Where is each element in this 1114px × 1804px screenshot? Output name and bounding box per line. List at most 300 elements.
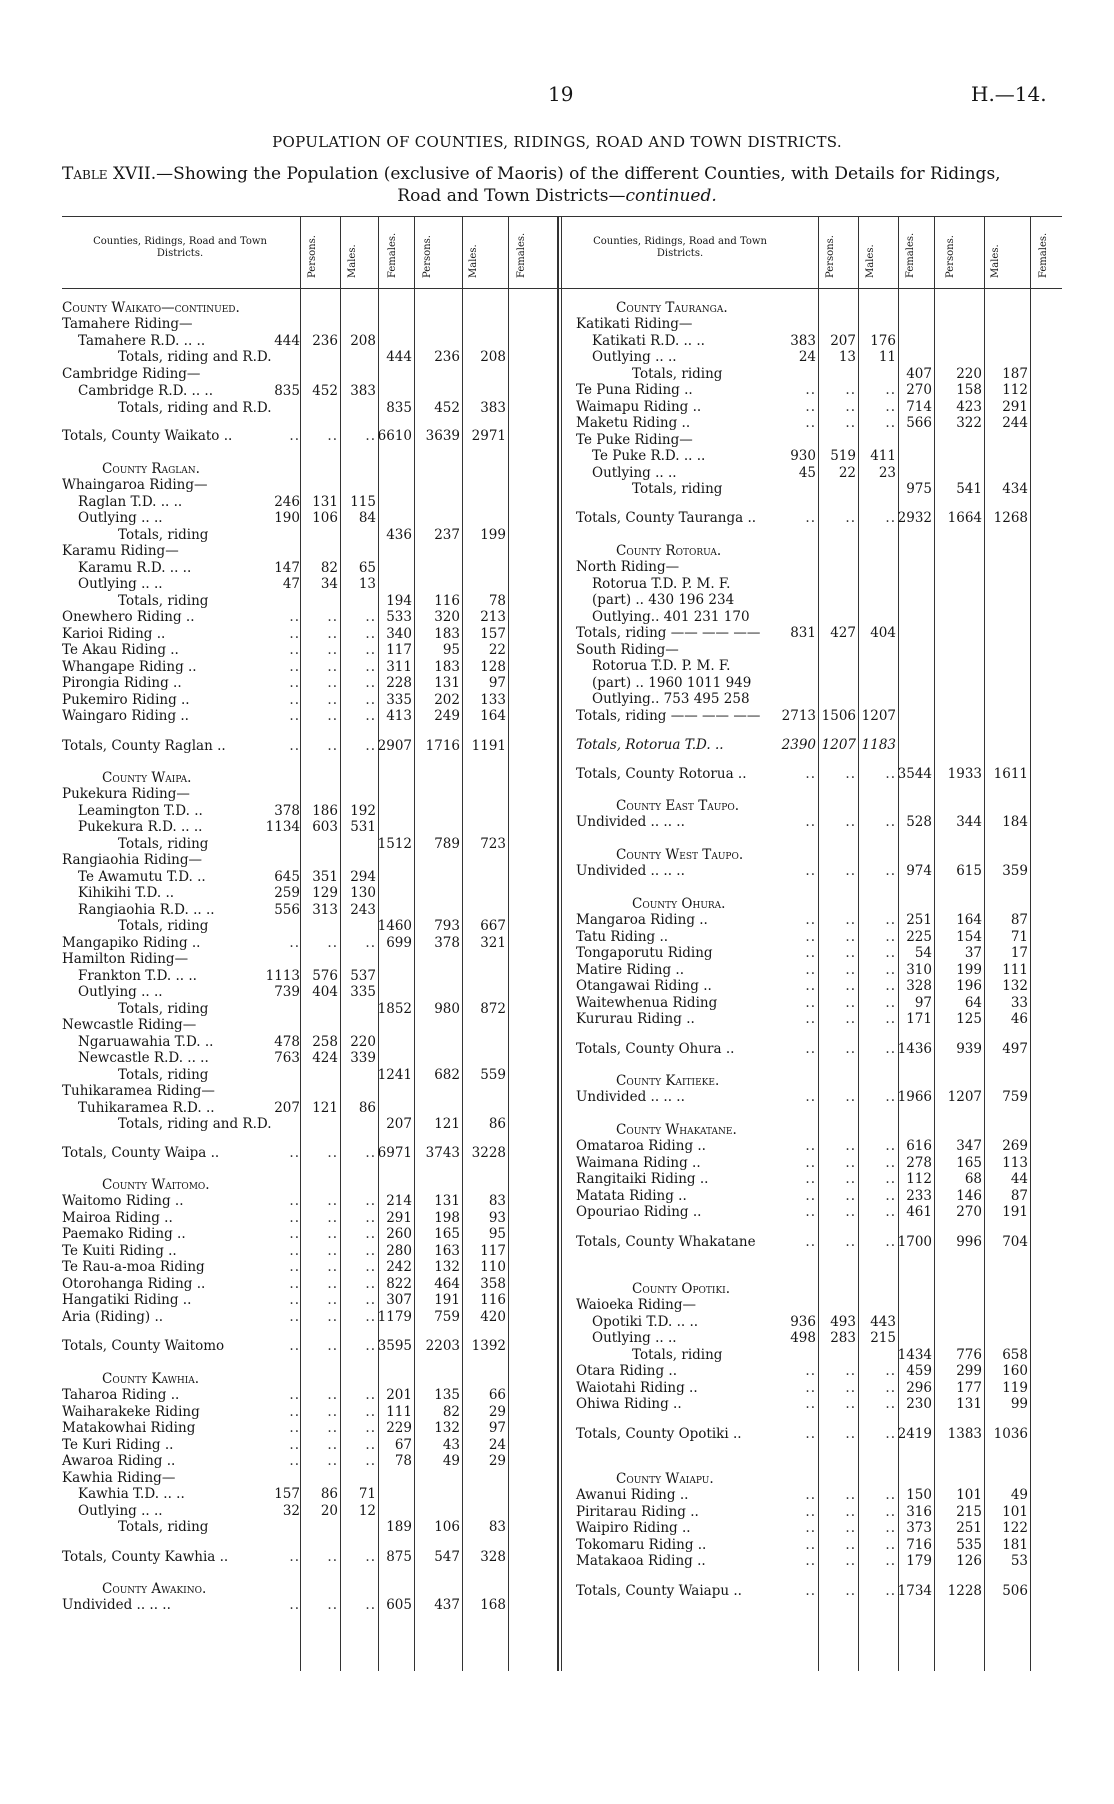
table-row bbox=[62, 477, 552, 493]
cell-f: 93 bbox=[488, 1210, 506, 1226]
cell-e: 135 bbox=[434, 1387, 460, 1403]
cell-a: .. bbox=[805, 1553, 816, 1569]
cell-c: .. bbox=[885, 1234, 896, 1250]
cell-b: 424 bbox=[312, 1050, 338, 1066]
cell-d: 3544 bbox=[897, 766, 932, 782]
cell-c: .. bbox=[885, 978, 896, 994]
cell-a: .. bbox=[805, 929, 816, 945]
row-label: Waimana Riding .. bbox=[576, 1155, 701, 1171]
table-row bbox=[576, 1583, 1066, 1599]
row-label: Mairoa Riding .. bbox=[62, 1210, 173, 1226]
row-label: Waipiro Riding .. bbox=[576, 1520, 691, 1536]
row-label: Paemako Riding .. bbox=[62, 1226, 186, 1242]
cell-f: 208 bbox=[480, 349, 506, 365]
cell-b: .. bbox=[845, 1426, 856, 1442]
cell-b: 283 bbox=[830, 1330, 856, 1346]
cell-a: 1113 bbox=[265, 968, 300, 984]
cell-d: 975 bbox=[906, 481, 932, 497]
cell-f: 17 bbox=[1010, 945, 1028, 961]
cell-e: 131 bbox=[956, 1396, 982, 1412]
cell-d: 214 bbox=[386, 1193, 412, 1209]
cell-c: 531 bbox=[350, 819, 376, 835]
row-label: Totals, riding bbox=[632, 366, 723, 382]
cell-f: 132 bbox=[1002, 978, 1028, 994]
cell-f: 46 bbox=[1010, 1011, 1028, 1027]
table-row bbox=[576, 1171, 1066, 1187]
cell-c: .. bbox=[885, 863, 896, 879]
cell-e: 237 bbox=[434, 527, 460, 543]
cell-b: .. bbox=[327, 1404, 338, 1420]
cell-f: 87 bbox=[1010, 912, 1028, 928]
table-row bbox=[576, 481, 1066, 497]
table-row bbox=[62, 1083, 552, 1099]
row-label: Otara Riding .. bbox=[576, 1363, 677, 1379]
header-label-right: Counties, Ridings, Road and Town Districts. bbox=[593, 236, 767, 259]
cell-e: 191 bbox=[434, 1292, 460, 1308]
row-label: Totals, riding bbox=[118, 836, 209, 852]
cell-f: 328 bbox=[480, 1549, 506, 1565]
cell-d: 310 bbox=[906, 962, 932, 978]
table-row bbox=[576, 1504, 1066, 1520]
cell-a: 739 bbox=[274, 984, 300, 1000]
cell-b: .. bbox=[845, 1537, 856, 1553]
cell-a: 157 bbox=[274, 1486, 300, 1502]
row-label: Totals, County Waipa .. bbox=[62, 1145, 220, 1161]
cell-a: .. bbox=[289, 428, 300, 444]
table-row bbox=[62, 333, 552, 349]
cell-d: 1434 bbox=[897, 1347, 932, 1363]
row-label: Totals, riding bbox=[632, 1347, 723, 1363]
cell-b: .. bbox=[845, 399, 856, 415]
row-label: Kawhia T.D. .. .. bbox=[78, 1486, 185, 1502]
cell-c: .. bbox=[885, 766, 896, 782]
table-row bbox=[62, 316, 552, 332]
cell-d: 251 bbox=[906, 912, 932, 928]
table-row bbox=[576, 543, 1066, 559]
cell-a: .. bbox=[805, 945, 816, 961]
cell-e: 126 bbox=[956, 1553, 982, 1569]
cell-e: 177 bbox=[956, 1380, 982, 1396]
table-row bbox=[62, 984, 552, 1000]
cell-e: 615 bbox=[956, 863, 982, 879]
table-row bbox=[62, 918, 552, 934]
cell-a: .. bbox=[289, 626, 300, 642]
cell-d: 54 bbox=[914, 945, 932, 961]
cell-d: 225 bbox=[906, 929, 932, 945]
cell-c: .. bbox=[885, 1041, 896, 1057]
cell-b: .. bbox=[327, 428, 338, 444]
cell-a: .. bbox=[289, 1338, 300, 1354]
cell-f: 667 bbox=[480, 918, 506, 934]
cell-d: 974 bbox=[906, 863, 932, 879]
cell-c: 12 bbox=[358, 1503, 376, 1519]
cell-c: .. bbox=[365, 1453, 376, 1469]
row-label: Tamahere R.D. .. .. bbox=[78, 333, 206, 349]
row-label: Tatu Riding .. bbox=[576, 929, 669, 945]
table-row bbox=[62, 1486, 552, 1502]
cell-a: .. bbox=[289, 1210, 300, 1226]
cell-c: .. bbox=[365, 1193, 376, 1209]
cell-b: .. bbox=[327, 642, 338, 658]
cell-b: .. bbox=[845, 1553, 856, 1569]
cell-a: .. bbox=[805, 1487, 816, 1503]
cell-c: .. bbox=[885, 510, 896, 526]
cell-e: 793 bbox=[434, 918, 460, 934]
page-title: POPULATION OF COUNTIES, RIDINGS, ROAD AND TOWN DISTRICTS. bbox=[272, 133, 842, 151]
cell-a: 383 bbox=[790, 333, 816, 349]
table-row bbox=[62, 383, 552, 399]
table-row bbox=[576, 300, 1066, 316]
table-row bbox=[62, 366, 552, 382]
hdr-right-females-2: Females. bbox=[1038, 232, 1049, 278]
cell-b: .. bbox=[327, 1387, 338, 1403]
cell-a: .. bbox=[289, 1243, 300, 1259]
cell-b: 519 bbox=[830, 448, 856, 464]
cell-a: .. bbox=[805, 399, 816, 415]
row-label: County Kaitieke. bbox=[616, 1073, 720, 1089]
row-label: Totals, County Whakatane bbox=[576, 1234, 756, 1250]
cell-d: 1734 bbox=[897, 1583, 932, 1599]
cell-b: .. bbox=[327, 1338, 338, 1354]
table-row bbox=[576, 1089, 1066, 1105]
right-table-body bbox=[576, 300, 1066, 1630]
cell-e: 163 bbox=[434, 1243, 460, 1259]
cell-e: 759 bbox=[434, 1309, 460, 1325]
table-row bbox=[62, 1067, 552, 1083]
hdr-left-males-2: Males. bbox=[468, 244, 479, 278]
cell-d: 78 bbox=[394, 1453, 412, 1469]
cell-c: .. bbox=[365, 626, 376, 642]
row-label: Totals, riding bbox=[118, 1001, 209, 1017]
cell-d: 242 bbox=[386, 1259, 412, 1275]
table-row bbox=[62, 593, 552, 609]
cell-e: 82 bbox=[442, 1404, 460, 1420]
row-label: Te Kuri Riding .. bbox=[62, 1437, 174, 1453]
cell-d: 189 bbox=[386, 1519, 412, 1535]
cell-b: .. bbox=[327, 935, 338, 951]
cell-e: 158 bbox=[956, 382, 982, 398]
row-label: Pukemiro Riding .. bbox=[62, 692, 190, 708]
cell-a: .. bbox=[289, 1193, 300, 1209]
cell-a: 246 bbox=[274, 494, 300, 510]
row-label: Otangawai Riding .. bbox=[576, 978, 712, 994]
cell-d: 714 bbox=[906, 399, 932, 415]
row-label: County Waipa. bbox=[102, 770, 192, 786]
cell-f: 658 bbox=[1002, 1347, 1028, 1363]
cell-f: 44 bbox=[1010, 1171, 1028, 1187]
cell-f: 321 bbox=[480, 935, 506, 951]
cell-e: 320 bbox=[434, 609, 460, 625]
cell-b: .. bbox=[327, 1549, 338, 1565]
cell-c: .. bbox=[885, 1487, 896, 1503]
row-label: Totals, Rotorua T.D. .. bbox=[576, 737, 724, 753]
cell-d: 228 bbox=[386, 675, 412, 691]
cell-e: 196 bbox=[956, 978, 982, 994]
table-row bbox=[62, 1338, 552, 1354]
table-row bbox=[62, 1034, 552, 1050]
cell-b: .. bbox=[327, 692, 338, 708]
cell-b: .. bbox=[327, 1437, 338, 1453]
cell-b: .. bbox=[845, 945, 856, 961]
row-label: Waioeka Riding— bbox=[576, 1297, 696, 1313]
row-label: Outlying.. 753 495 258 bbox=[592, 691, 750, 707]
cell-c: .. bbox=[885, 1138, 896, 1154]
cell-f: 157 bbox=[480, 626, 506, 642]
cell-d: 444 bbox=[386, 349, 412, 365]
cell-c: .. bbox=[365, 1338, 376, 1354]
row-label: Outlying .. .. bbox=[78, 984, 163, 1000]
table-row bbox=[62, 1145, 552, 1161]
cell-c: .. bbox=[885, 1171, 896, 1187]
cell-f: 359 bbox=[1002, 863, 1028, 879]
cell-c: 65 bbox=[358, 560, 376, 576]
table-row bbox=[576, 448, 1066, 464]
cell-d: 605 bbox=[386, 1597, 412, 1613]
table-row bbox=[62, 1259, 552, 1275]
cell-d: 150 bbox=[906, 1487, 932, 1503]
cell-d: 1700 bbox=[897, 1234, 932, 1250]
row-label: County Whakatane. bbox=[616, 1122, 737, 1138]
cell-a: .. bbox=[289, 642, 300, 658]
cell-e: 344 bbox=[956, 814, 982, 830]
cell-e: 3743 bbox=[425, 1145, 460, 1161]
cell-a: .. bbox=[805, 1138, 816, 1154]
cell-a: .. bbox=[805, 1204, 816, 1220]
cell-c: .. bbox=[885, 1396, 896, 1412]
row-label: Totals, County Waikato .. bbox=[62, 428, 233, 444]
cell-c: 11 bbox=[878, 349, 896, 365]
cell-c: 13 bbox=[358, 576, 376, 592]
cell-a: .. bbox=[289, 609, 300, 625]
table-row bbox=[62, 1243, 552, 1259]
cell-c: .. bbox=[885, 1204, 896, 1220]
center-double-rule bbox=[557, 216, 559, 1671]
cell-e: 165 bbox=[956, 1155, 982, 1171]
cell-e: 2203 bbox=[425, 1338, 460, 1354]
cell-c: 192 bbox=[350, 803, 376, 819]
caption-line-1: —Showing the Population (exclusive of Maoris) of the different Counties, with Details for Ridings, bbox=[156, 164, 1001, 184]
cell-b: .. bbox=[845, 1234, 856, 1250]
row-label: County Awakino. bbox=[102, 1581, 207, 1597]
cell-f: 1611 bbox=[993, 766, 1028, 782]
table-row bbox=[576, 863, 1066, 879]
cell-a: .. bbox=[289, 675, 300, 691]
cell-c: 115 bbox=[350, 494, 376, 510]
table-row bbox=[576, 1520, 1066, 1536]
cell-a: 207 bbox=[274, 1100, 300, 1116]
table-row bbox=[62, 1549, 552, 1565]
cell-e: 776 bbox=[956, 1347, 982, 1363]
cell-b: 236 bbox=[312, 333, 338, 349]
cell-b: .. bbox=[845, 1171, 856, 1187]
cell-a: 930 bbox=[790, 448, 816, 464]
cell-f: 53 bbox=[1010, 1553, 1028, 1569]
row-label: Totals, riding bbox=[118, 593, 209, 609]
cell-d: 194 bbox=[386, 593, 412, 609]
row-label: Undivided .. .. .. bbox=[576, 814, 685, 830]
table-caption bbox=[62, 164, 1001, 184]
table-row bbox=[62, 1404, 552, 1420]
table-row bbox=[576, 316, 1066, 332]
cell-b: 427 bbox=[830, 625, 856, 641]
hdr-left-males-1: Males. bbox=[347, 244, 358, 278]
cell-d: 1966 bbox=[897, 1089, 932, 1105]
cell-e: 68 bbox=[964, 1171, 982, 1187]
cell-c: 383 bbox=[350, 383, 376, 399]
cell-b: .. bbox=[845, 1583, 856, 1599]
table-row bbox=[62, 770, 552, 786]
table-row bbox=[62, 836, 552, 852]
table-row bbox=[62, 1276, 552, 1292]
cell-a: 47 bbox=[282, 576, 300, 592]
cell-a: .. bbox=[289, 1437, 300, 1453]
cell-a: .. bbox=[289, 1387, 300, 1403]
cell-e: 535 bbox=[956, 1537, 982, 1553]
row-label: Taharoa Riding .. bbox=[62, 1387, 180, 1403]
cell-e: 980 bbox=[434, 1001, 460, 1017]
table-row bbox=[576, 1073, 1066, 1089]
row-label: Pukekura R.D. .. .. bbox=[78, 819, 203, 835]
table-row bbox=[576, 658, 1066, 674]
cell-f: 191 bbox=[1002, 1204, 1028, 1220]
row-label: Undivided .. .. .. bbox=[576, 1089, 685, 1105]
table-row bbox=[62, 738, 552, 754]
cell-f: 497 bbox=[1002, 1041, 1028, 1057]
cell-d: 413 bbox=[386, 708, 412, 724]
cell-c: .. bbox=[885, 995, 896, 1011]
cell-e: 452 bbox=[434, 400, 460, 416]
row-label: County East Taupo. bbox=[616, 798, 740, 814]
table-row bbox=[62, 1371, 552, 1387]
cell-c: .. bbox=[365, 1276, 376, 1292]
table-row bbox=[576, 1396, 1066, 1412]
cell-a: .. bbox=[805, 382, 816, 398]
cell-d: 230 bbox=[906, 1396, 932, 1412]
table-row bbox=[62, 461, 552, 477]
cell-f: 291 bbox=[1002, 399, 1028, 415]
row-label: Totals, riding —— —— —— bbox=[576, 625, 761, 641]
cell-c: 335 bbox=[350, 984, 376, 1000]
cell-a: .. bbox=[805, 863, 816, 879]
row-label: Te Akau Riding .. bbox=[62, 642, 179, 658]
table-row bbox=[576, 691, 1066, 707]
cell-b: .. bbox=[327, 1259, 338, 1275]
cell-c: .. bbox=[885, 399, 896, 415]
table-row bbox=[576, 962, 1066, 978]
row-label: Rotorua T.D. P. M. F. bbox=[592, 658, 731, 674]
cell-b: 1207 bbox=[821, 737, 856, 753]
table-row bbox=[576, 592, 1066, 608]
cell-d: 296 bbox=[906, 1380, 932, 1396]
cell-a: 835 bbox=[274, 383, 300, 399]
cell-c: .. bbox=[365, 642, 376, 658]
row-label: County West Taupo. bbox=[616, 847, 744, 863]
row-label: Tokomaru Riding .. bbox=[576, 1537, 707, 1553]
row-label: Raglan T.D. .. .. bbox=[78, 494, 183, 510]
cell-a: .. bbox=[289, 1226, 300, 1242]
cell-f: 168 bbox=[480, 1597, 506, 1613]
cell-e: 202 bbox=[434, 692, 460, 708]
cell-d: 111 bbox=[386, 1404, 412, 1420]
cell-f: 199 bbox=[480, 527, 506, 543]
hdr-left-persons-2: Persons. bbox=[422, 235, 433, 278]
table-row bbox=[576, 814, 1066, 830]
cell-a: .. bbox=[805, 1155, 816, 1171]
cell-f: 181 bbox=[1002, 1537, 1028, 1553]
cell-d: 229 bbox=[386, 1420, 412, 1436]
cell-e: 1207 bbox=[947, 1089, 982, 1105]
cell-f: 83 bbox=[488, 1519, 506, 1535]
table-row bbox=[576, 896, 1066, 912]
cell-c: .. bbox=[885, 929, 896, 945]
cell-b: .. bbox=[845, 995, 856, 1011]
cell-d: 459 bbox=[906, 1363, 932, 1379]
cell-c: 220 bbox=[350, 1034, 376, 1050]
cell-f: 2971 bbox=[471, 428, 506, 444]
cell-f: 1191 bbox=[471, 738, 506, 754]
cell-c: .. bbox=[365, 1226, 376, 1242]
row-label: County Ohura. bbox=[632, 896, 726, 912]
row-label: Outlying .. .. bbox=[78, 576, 163, 592]
cell-f: 122 bbox=[1002, 1520, 1028, 1536]
cell-a: 478 bbox=[274, 1034, 300, 1050]
cell-a: .. bbox=[805, 766, 816, 782]
cell-b: .. bbox=[327, 1193, 338, 1209]
table-row bbox=[62, 1503, 552, 1519]
row-label: Aria (Riding) .. bbox=[62, 1309, 164, 1325]
cell-d: 340 bbox=[386, 626, 412, 642]
table-row bbox=[576, 978, 1066, 994]
cell-e: 131 bbox=[434, 1193, 460, 1209]
cell-b: 576 bbox=[312, 968, 338, 984]
row-label: Outlying.. 401 231 170 bbox=[592, 609, 750, 625]
cell-d: 335 bbox=[386, 692, 412, 708]
cell-a: .. bbox=[289, 1420, 300, 1436]
cell-e: 43 bbox=[442, 1437, 460, 1453]
table-row bbox=[62, 1387, 552, 1403]
table-row bbox=[576, 929, 1066, 945]
cell-a: 1134 bbox=[265, 819, 300, 835]
cell-f: 87 bbox=[1010, 1188, 1028, 1204]
cell-a: 378 bbox=[274, 803, 300, 819]
table-row bbox=[576, 1363, 1066, 1379]
cell-c: 86 bbox=[358, 1100, 376, 1116]
cell-d: 716 bbox=[906, 1537, 932, 1553]
cell-e: 106 bbox=[434, 1519, 460, 1535]
hdr-right-females-1: Females. bbox=[905, 232, 916, 278]
cell-b: .. bbox=[845, 1204, 856, 1220]
cell-c: .. bbox=[365, 1549, 376, 1565]
cell-a: 2713 bbox=[781, 708, 816, 724]
table-row bbox=[62, 428, 552, 444]
cell-d: 699 bbox=[386, 935, 412, 951]
row-label: Tuhikaramea Riding— bbox=[62, 1083, 215, 1099]
cell-d: 207 bbox=[386, 1116, 412, 1132]
cell-b: .. bbox=[845, 929, 856, 945]
table-row bbox=[62, 349, 552, 365]
cell-a: .. bbox=[805, 1011, 816, 1027]
cell-f: 559 bbox=[480, 1067, 506, 1083]
table-row bbox=[62, 543, 552, 559]
row-label: Onewhero Riding .. bbox=[62, 609, 195, 625]
cell-f: 759 bbox=[1002, 1089, 1028, 1105]
cell-f: 97 bbox=[488, 1420, 506, 1436]
cell-b: .. bbox=[845, 1520, 856, 1536]
table-row bbox=[576, 625, 1066, 641]
cell-a: .. bbox=[289, 1597, 300, 1613]
table-row bbox=[62, 576, 552, 592]
cell-a: 444 bbox=[274, 333, 300, 349]
